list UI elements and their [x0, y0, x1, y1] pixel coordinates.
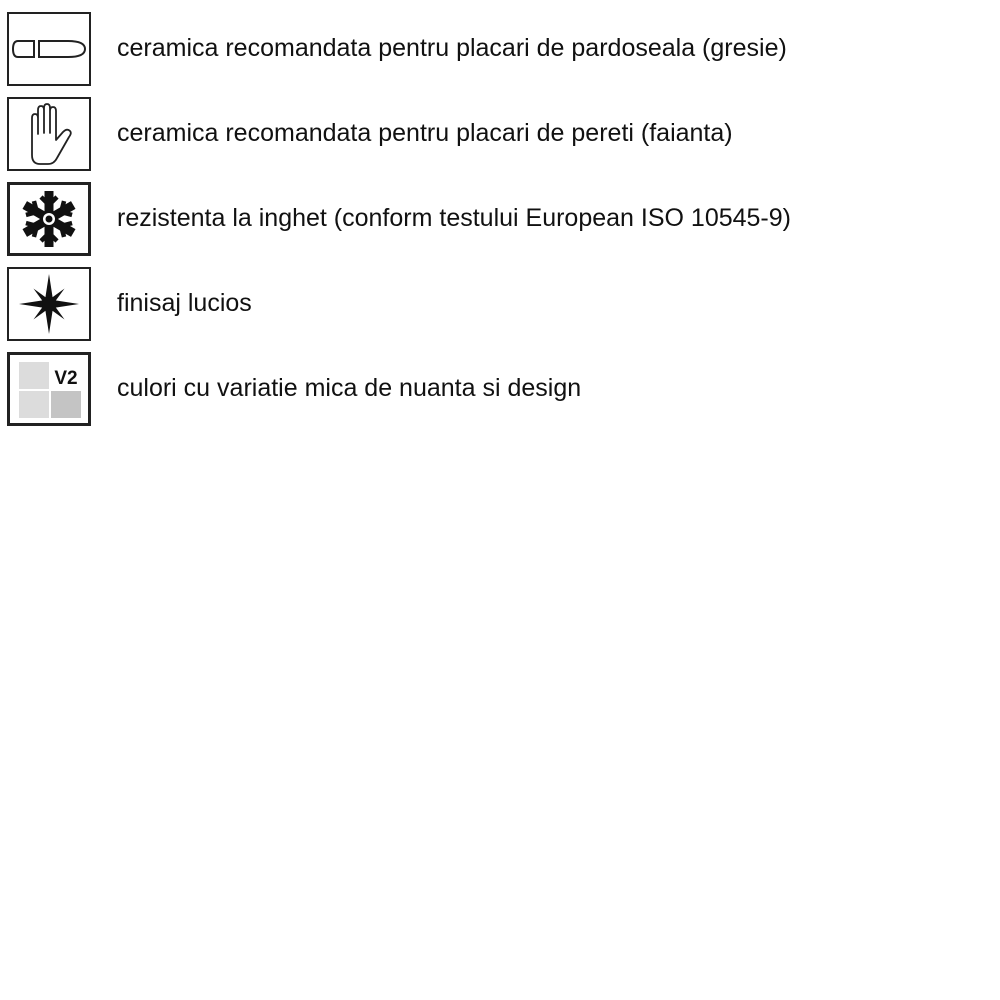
- legend-row-floor: [7, 6, 987, 91]
- snowflake-icon: [7, 182, 91, 256]
- legend-row-wall: [7, 91, 987, 176]
- shade-variation-icon: [7, 352, 91, 426]
- legend-label-floor: ceramica recomandata pentru placari de pardoseala (gresie): [117, 34, 787, 62]
- legend-row-gloss: [7, 261, 987, 346]
- symbol-legend: [7, 6, 987, 431]
- legend-label-gloss: finisaj lucios: [117, 289, 252, 317]
- shoe-sole-icon: [7, 12, 91, 86]
- star-burst-icon: [7, 267, 91, 341]
- legend-row-frost: [7, 176, 987, 261]
- variation-badge: V2: [54, 367, 78, 389]
- legend-label-frost: rezistenta la inghet (conform testului European ISO 10545-9): [117, 204, 791, 232]
- legend-label-variation: culori cu variatie mica de nuanta si design: [117, 374, 582, 402]
- legend-row-variation: [7, 346, 987, 431]
- hand-icon: [7, 97, 91, 171]
- legend-label-wall: ceramica recomandata pentru placari de pereti (faianta): [117, 119, 733, 147]
